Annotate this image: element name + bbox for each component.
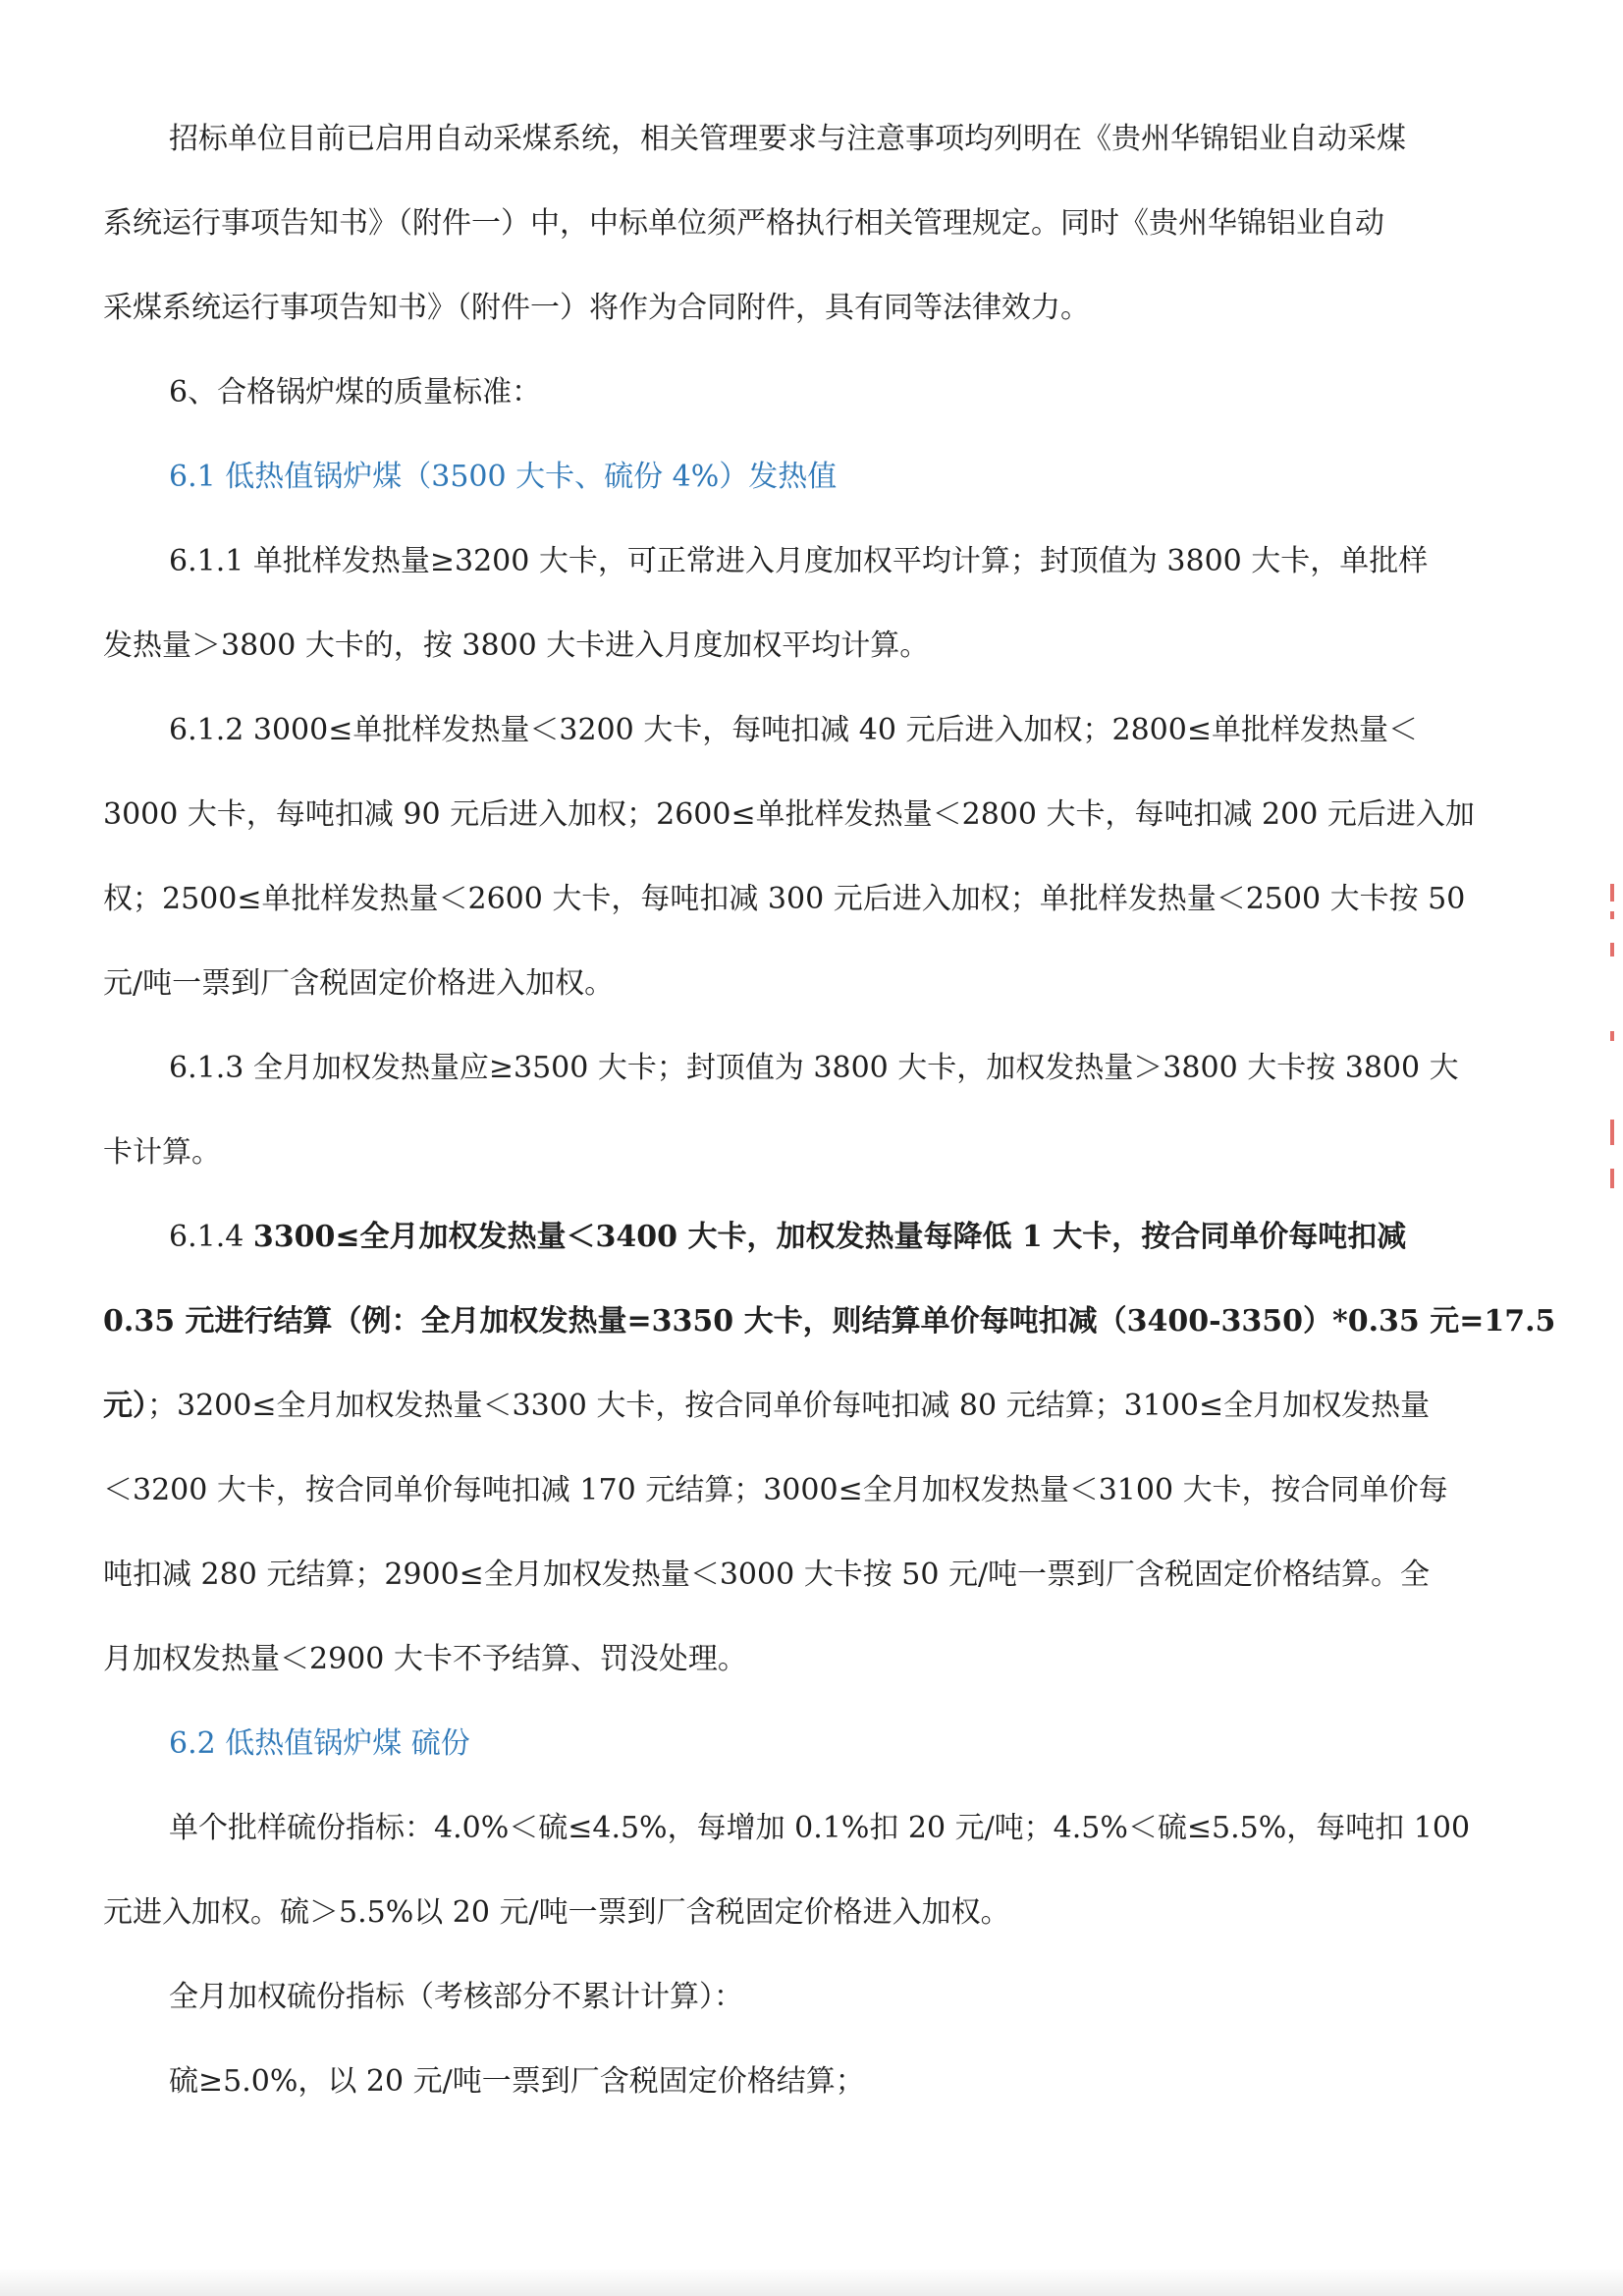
subsection-heading: 6.2 低热值锅炉煤 硫份 xyxy=(169,1726,470,1761)
paragraph-line: 元/吨一票到厂含税固定价格进入加权。 xyxy=(103,966,615,1001)
stamp-mark xyxy=(1610,1031,1614,1041)
paragraph-line: 6.1.3 全月加权发热量应≥3500 大卡；封顶值为 3800 大卡，加权发热量＞3800 大卡按 3800 大 xyxy=(169,1051,1459,1085)
section-heading: 6、合格锅炉煤的质量标准： xyxy=(169,375,542,410)
paragraph-line: 招标单位目前已启用自动采煤系统，相关管理要求与注意事项均列明在《贵州华锦铝业自动采煤 xyxy=(169,122,1406,156)
clause-number: 6.1.4 xyxy=(169,1220,253,1254)
page-bottom-edge xyxy=(0,2269,1623,2296)
paragraph-line: 月加权发热量＜2900 大卡不予结算、罚没处理。 xyxy=(103,1642,747,1676)
paragraph-line: 卡计算。 xyxy=(103,1135,221,1170)
bold-text: 元） xyxy=(103,1389,147,1423)
paragraph-line: ＜3200 大卡，按合同单价每吨扣减 170 元结算；3000≤全月加权发热量＜3100 大卡，按合同单价每 xyxy=(103,1473,1448,1507)
paragraph-line: 吨扣减 280 元结算；2900≤全月加权发热量＜3000 大卡按 50 元/吨一票到厂含税固定价格结算。全 xyxy=(103,1558,1431,1592)
paragraph-line: 单个批样硫份指标：4.0%＜硫≤4.5%，每增加 0.1%扣 20 元/吨；4.5%＜硫≤5.5%，每吨扣 100 xyxy=(169,1811,1471,1845)
stamp-mark xyxy=(1610,943,1614,957)
paragraph-line: 发热量＞3800 大卡的，按 3800 大卡进入月度加权平均计算。 xyxy=(103,629,930,663)
paragraph-line: 系统运行事项告知书》（附件一）中，中标单位须严格执行相关管理规定。同时《贵州华锦铝业自动 xyxy=(103,206,1384,241)
stamp-mark xyxy=(1610,1169,1614,1188)
paragraph-line: 硫≥5.0%，以 20 元/吨一票到厂含税固定价格结算； xyxy=(169,2064,865,2099)
stamp-mark xyxy=(1610,884,1614,902)
paragraph-line: 3000 大卡，每吨扣减 90 元后进入加权；2600≤单批样发热量＜2800 大卡，每吨扣减 200 元后进入加 xyxy=(103,797,1475,832)
paragraph-line: 6.1.2 3000≤单批样发热量＜3200 大卡，每吨扣减 40 元后进入加权；2800≤单批样发热量＜ xyxy=(169,713,1418,747)
paragraph-line: 0.35 元进行结算（例：全月加权发热量=3350 大卡，则结算单价每吨扣减（3400-3350）*0.35 元=17.5 xyxy=(103,1304,1556,1339)
margin-stamp-marks xyxy=(1606,884,1620,1257)
paragraph-line: 采煤系统运行事项告知书》（附件一）将作为合同附件，具有同等法律效力。 xyxy=(103,291,1090,325)
subsection-heading: 6.1 低热值锅炉煤（3500 大卡、硫份 4%）发热值 xyxy=(169,460,838,494)
stamp-mark xyxy=(1610,911,1614,919)
paragraph-line xyxy=(169,1208,1543,1267)
bold-text: 3300≤全月加权发热量＜3400 大卡，加权发热量每降低 1 大卡，按合同单价每吨扣减 xyxy=(252,1220,1407,1254)
normal-text: ；3200≤全月加权发热量＜3300 大卡，按合同单价每吨扣减 80 元结算；3100≤全月加权发热量 xyxy=(147,1389,1431,1423)
paragraph-line: 权；2500≤单批样发热量＜2600 大卡，每吨扣减 300 元后进入加权；单批样发热量＜2500 大卡按 50 xyxy=(103,882,1466,916)
paragraph-line: 6.1.1 单批样发热量≥3200 大卡，可正常进入月度加权平均计算；封顶值为 3800 大卡，单批样 xyxy=(169,544,1429,578)
paragraph-line xyxy=(103,1377,1556,1436)
paragraph-line: 元进入加权。硫＞5.5%以 20 元/吨一票到厂含税固定价格进入加权。 xyxy=(103,1895,1010,1930)
stamp-mark xyxy=(1610,1120,1614,1145)
paragraph-line: 全月加权硫份指标（考核部分不累计计算）： xyxy=(169,1980,743,2014)
